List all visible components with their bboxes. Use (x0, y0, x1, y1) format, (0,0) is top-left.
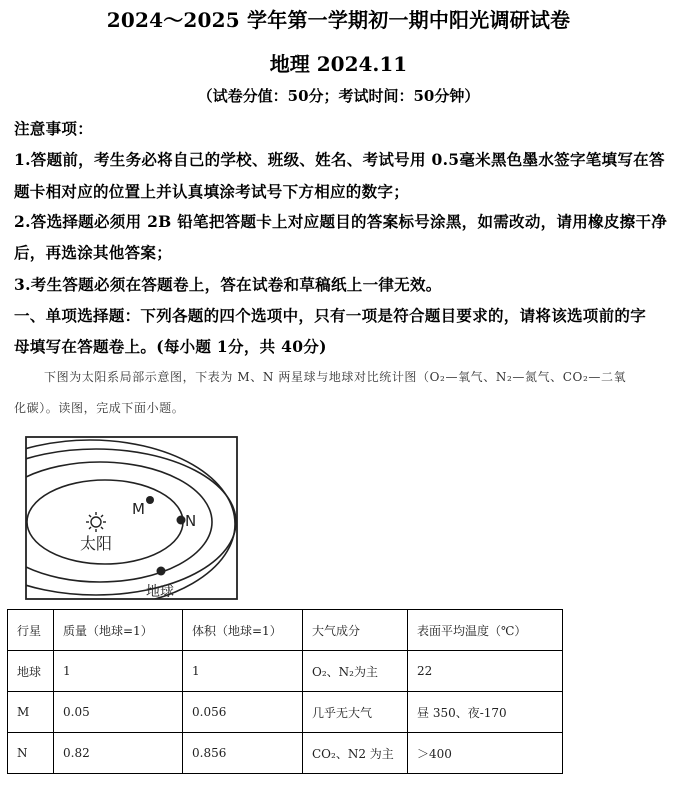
note-line-3: 2.答选择题必须用 2B 铅笔把答题卡上对应题目的答案标号涂黑，如需改动，请用橡皮擦干净 (14, 212, 668, 231)
table-cell: O₂、N₂为主 (303, 651, 408, 692)
table-cell: 0.82 (54, 733, 183, 774)
intro-line-1: 下图为太阳系局部示意图，下表为 M、N 两星球与地球对比统计图（O₂—氧气、N₂—氮气、CO₂—二氧 (44, 370, 627, 384)
exam-meta: （试卷分值：50分；考试时间：50分钟） (197, 87, 480, 105)
table-row (8, 692, 563, 733)
sun-label: 太阳 (79, 534, 113, 553)
table-cell: 0.856 (183, 733, 303, 774)
table-cell: 1 (54, 651, 183, 692)
section-line-1: 一、单项选择题：下列各题的四个选项中，只有一项是符合题目要求的，请将该选项前的字 (14, 306, 647, 325)
intro-line-2: 化碳）。读图，完成下面小题。 (14, 401, 185, 415)
table-cell: ＞400 (408, 733, 563, 774)
exam-subject: 地理 2024.11 (269, 52, 408, 76)
table-row (8, 651, 563, 692)
table-header-row (8, 610, 563, 651)
planet-comparison-table (7, 609, 563, 774)
section-line-2: 母填写在答题卷上。(每小题 1分，共 40分) (14, 337, 327, 356)
table-cell: M (8, 692, 54, 733)
n-label: N (185, 512, 197, 530)
note-line-5: 3.考生答题必须在答题卷上，答在试卷和草稿纸上一律无效。 (14, 275, 442, 294)
notes-heading: 注意事项： (14, 119, 94, 138)
earth-label: 地球 (146, 584, 174, 600)
m-label: M (132, 500, 145, 518)
planet-m (146, 496, 154, 504)
table-cell: 昼 350、夜-170 (408, 692, 563, 733)
table-cell: 22 (408, 651, 563, 692)
table-cell: 几乎无大气 (303, 692, 408, 733)
header-cell: 行星 (8, 610, 54, 651)
table-cell: N (8, 733, 54, 774)
planet-earth (157, 567, 166, 576)
table-cell: 0.05 (54, 692, 183, 733)
note-line-4: 后，再选涂其他答案； (14, 243, 173, 262)
table-cell: 0.056 (183, 692, 303, 733)
header-cell: 大气成分 (303, 610, 408, 651)
header-cell: 体积（地球=1） (183, 610, 303, 651)
table-row (8, 733, 563, 774)
header-cell: 质量（地球=1） (54, 610, 183, 651)
note-line-2: 题卡相对应的位置上并认真填涂考试号下方相应的数字； (14, 182, 410, 201)
note-line-1: 1.答题前，考生务必将自己的学校、班级、姓名、考试号用 0.5毫米黑色墨水签字笔填写在答 (14, 150, 665, 169)
solar-system-diagram (18, 430, 248, 605)
table-cell: CO₂、N2 为主 (303, 733, 408, 774)
table-cell: 1 (183, 651, 303, 692)
exam-title: 2024～2025 学年第一学期初一期中阳光调研试卷 (106, 8, 571, 32)
header-cell: 表面平均温度（℃） (408, 610, 563, 651)
table-cell: 地球 (8, 651, 54, 692)
